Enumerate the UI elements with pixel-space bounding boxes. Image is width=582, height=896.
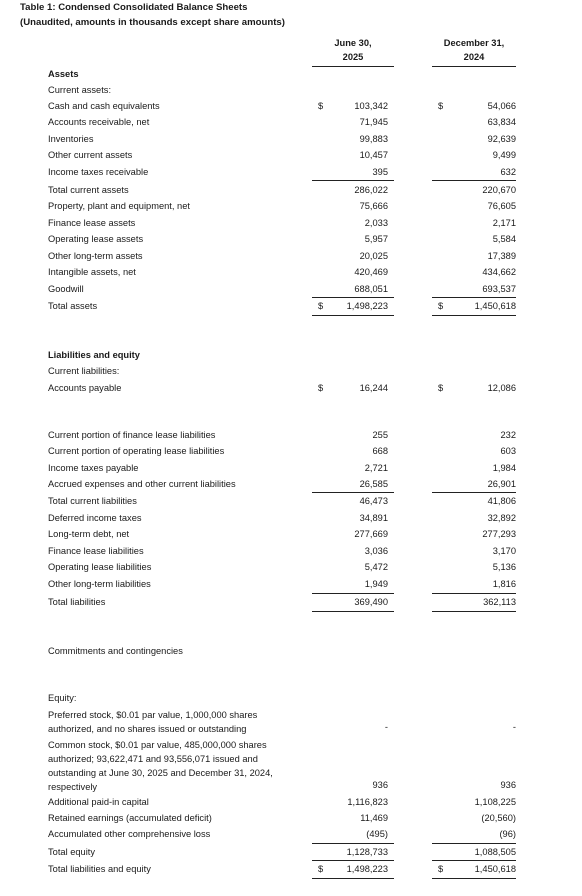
table-row (0, 810, 582, 826)
current-liabilities-heading-row (0, 363, 582, 379)
value-december: 1,108,225 (474, 797, 516, 807)
row-label: Accrued expenses and other current liabilities (48, 479, 236, 489)
commitments-row (0, 643, 582, 659)
row-label: Income taxes payable (48, 463, 139, 473)
value-june: 26,585 (359, 479, 388, 489)
subtotal-rule-june (312, 180, 394, 181)
common-stock-label: Common stock, $0.01 par value, 485,000,000 shares authorized; 93,622,471 and 93,556,071 issued and outstanding at June 30, 2025 and December 31, 2024, respectively (48, 740, 273, 792)
value-june: 103,342 (354, 101, 388, 111)
value-june: 5,472 (364, 562, 388, 572)
value-december: 5,136 (492, 562, 516, 572)
currency-symbol: $ (318, 864, 324, 874)
row-label: Accumulated other comprehensive loss (48, 829, 211, 839)
value-december: 1,450,618 (474, 301, 516, 311)
row-label: Total equity (48, 847, 96, 857)
row-label: Cash and cash equivalents (48, 101, 160, 111)
value-december: 603 (500, 446, 516, 456)
value-june: 277,669 (354, 529, 388, 539)
table-row (0, 164, 582, 180)
value-december: 5,584 (492, 234, 516, 244)
value-december: 41,806 (487, 496, 516, 506)
value-june: 420,469 (354, 267, 388, 277)
table-row (0, 576, 582, 592)
value-june: 16,244 (359, 383, 388, 393)
table-row (0, 460, 582, 476)
table-row (0, 248, 582, 264)
table-row (0, 443, 582, 459)
table-row (0, 98, 582, 114)
value-june: 1,116,823 (347, 797, 388, 807)
column-header-december-line1: December 31, (443, 38, 505, 48)
value-december: 220,670 (482, 185, 516, 195)
equity-heading: Equity: (48, 693, 77, 703)
value-december: 1,816 (492, 579, 516, 589)
value-june: - (384, 722, 388, 732)
currency-symbol: $ (438, 383, 444, 393)
column-header-december-line2: 2024 (463, 52, 485, 62)
value-june: 255 (372, 430, 388, 440)
table-row (0, 131, 582, 147)
row-label: Current portion of finance lease liabilities (48, 430, 216, 440)
value-december: 17,389 (487, 251, 516, 261)
value-june: 1,498,223 (346, 864, 388, 874)
currency-symbol: $ (438, 864, 444, 874)
table-row (0, 476, 582, 492)
table-row (0, 380, 582, 396)
table-row (0, 844, 582, 860)
value-june: 34,891 (359, 513, 388, 523)
row-label: Operating lease assets (48, 234, 144, 244)
value-june: 99,883 (359, 134, 388, 144)
value-december: 434,662 (482, 267, 516, 277)
row-label: Intangible assets, net (48, 267, 136, 277)
table-subtitle: (Unaudited, amounts in thousands except share amounts) (20, 17, 285, 28)
value-june: 5,957 (364, 234, 388, 244)
row-label: Accounts payable (48, 383, 122, 393)
table-row (0, 215, 582, 231)
preferred-stock-row (0, 708, 582, 738)
value-december: (20,560) (481, 813, 516, 823)
liabilities-heading: Liabilities and equity (48, 350, 140, 360)
value-june: 2,721 (364, 463, 388, 473)
value-december: - (512, 722, 516, 732)
table-row (0, 264, 582, 280)
value-december: 693,537 (482, 284, 516, 294)
assets-heading-row (0, 66, 582, 82)
double-rule-december (432, 315, 516, 316)
table-row (0, 147, 582, 163)
row-label: Accounts receivable, net (48, 117, 150, 127)
value-june: 3,036 (364, 546, 388, 556)
double-rule-june (312, 315, 394, 316)
table-row (0, 114, 582, 130)
current-assets-heading: Current assets: (48, 85, 112, 95)
table-row (0, 826, 582, 842)
row-label: Income taxes receivable (48, 167, 149, 177)
common-stock-row (0, 738, 582, 796)
table-row (0, 427, 582, 443)
value-june: 46,473 (359, 496, 388, 506)
value-june: 2,033 (364, 218, 388, 228)
row-label: Other long-term liabilities (48, 579, 151, 589)
table-row (0, 526, 582, 542)
value-june: 11,469 (360, 813, 388, 823)
value-december: 3,170 (492, 546, 516, 556)
row-label: Deferred income taxes (48, 513, 142, 523)
row-label: Total liabilities and equity (48, 864, 151, 874)
row-label: Total current assets (48, 185, 129, 195)
value-december: 32,892 (487, 513, 516, 523)
value-december: 2,171 (492, 218, 516, 228)
row-label: Total current liabilities (48, 496, 137, 506)
value-december: 277,293 (482, 529, 516, 539)
preferred-stock-label: Preferred stock, $0.01 par value, 1,000,000 shares authorized, and no shares issued or outstanding (48, 710, 258, 734)
table-row (0, 493, 582, 509)
row-label: Additional paid-in capital (48, 797, 149, 807)
table-row (0, 543, 582, 559)
table-row (0, 298, 582, 314)
row-label: Property, plant and equipment, net (48, 201, 190, 211)
table-row (0, 281, 582, 297)
currency-symbol: $ (318, 301, 324, 311)
value-june: 71,945 (359, 117, 388, 127)
row-label: Current portion of operating lease liabilities (48, 446, 225, 456)
value-december: 1,088,505 (474, 847, 516, 857)
table-row (0, 198, 582, 214)
current-liabilities-heading: Current liabilities: (48, 366, 120, 376)
column-header-june (312, 36, 394, 64)
row-label: Long-term debt, net (48, 529, 130, 539)
equity-heading-row (0, 690, 582, 706)
row-label: Total liabilities (48, 597, 106, 607)
value-december: 63,834 (487, 117, 516, 127)
value-december: 936 (500, 780, 516, 790)
table-row (0, 861, 582, 877)
grand-total-bottom-rule-december (432, 878, 516, 879)
row-label: Total assets (48, 301, 98, 311)
value-june: 369,490 (354, 597, 388, 607)
table-row (0, 594, 582, 610)
table-row (0, 231, 582, 247)
value-december: 76,605 (487, 201, 516, 211)
currency-symbol: $ (318, 101, 324, 111)
row-label: Goodwill (48, 284, 84, 294)
currency-symbol: $ (318, 383, 324, 393)
value-june: 286,022 (354, 185, 388, 195)
row-label: Finance lease liabilities (48, 546, 144, 556)
commitments-label: Commitments and contingencies (48, 646, 183, 656)
column-header-december (432, 36, 516, 64)
liabilities-heading-row (0, 347, 582, 363)
value-june: 75,666 (359, 201, 388, 211)
value-june: 688,051 (354, 284, 388, 294)
value-june: 395 (372, 167, 388, 177)
value-december: (96) (499, 829, 516, 839)
value-december: 54,066 (487, 101, 516, 111)
value-december: 92,639 (487, 134, 516, 144)
table-row (0, 559, 582, 575)
value-june: 1,498,223 (346, 301, 388, 311)
subtotal-rule-december (432, 180, 516, 181)
value-december: 26,901 (487, 479, 516, 489)
value-june: 1,128,733 (346, 847, 388, 857)
column-header-june-line2: 2025 (342, 52, 364, 62)
value-june: 10,457 (359, 150, 388, 160)
current-assets-heading-row (0, 82, 582, 98)
currency-symbol: $ (438, 101, 444, 111)
value-june: 1,949 (364, 579, 388, 589)
total-bottom-rule-december (432, 611, 516, 612)
row-label: Inventories (48, 134, 94, 144)
value-december: 9,499 (492, 150, 516, 160)
currency-symbol: $ (438, 301, 444, 311)
row-label: Operating lease liabilities (48, 562, 152, 572)
value-june: 668 (372, 446, 388, 456)
value-december: 362,113 (483, 597, 516, 607)
grand-total-bottom-rule-june (312, 878, 394, 879)
value-december: 1,984 (492, 463, 516, 473)
value-june: 936 (372, 780, 388, 790)
column-header-june-line1: June 30, (334, 38, 372, 48)
value-june: (495) (366, 829, 388, 839)
row-label: Retained earnings (accumulated deficit) (48, 813, 212, 823)
table-title: Table 1: Condensed Consolidated Balance Sheets (20, 2, 248, 13)
value-december: 12,086 (487, 383, 516, 393)
assets-heading: Assets (48, 69, 79, 79)
row-label: Finance lease assets (48, 218, 136, 228)
total-bottom-rule-june (312, 611, 394, 612)
table-row (0, 182, 582, 198)
row-label: Other long-term assets (48, 251, 143, 261)
value-december: 232 (500, 430, 516, 440)
row-label: Other current assets (48, 150, 133, 160)
table-row (0, 510, 582, 526)
value-december: 632 (500, 167, 516, 177)
table-row (0, 794, 582, 810)
value-june: 20,025 (359, 251, 388, 261)
value-december: 1,450,618 (474, 864, 516, 874)
